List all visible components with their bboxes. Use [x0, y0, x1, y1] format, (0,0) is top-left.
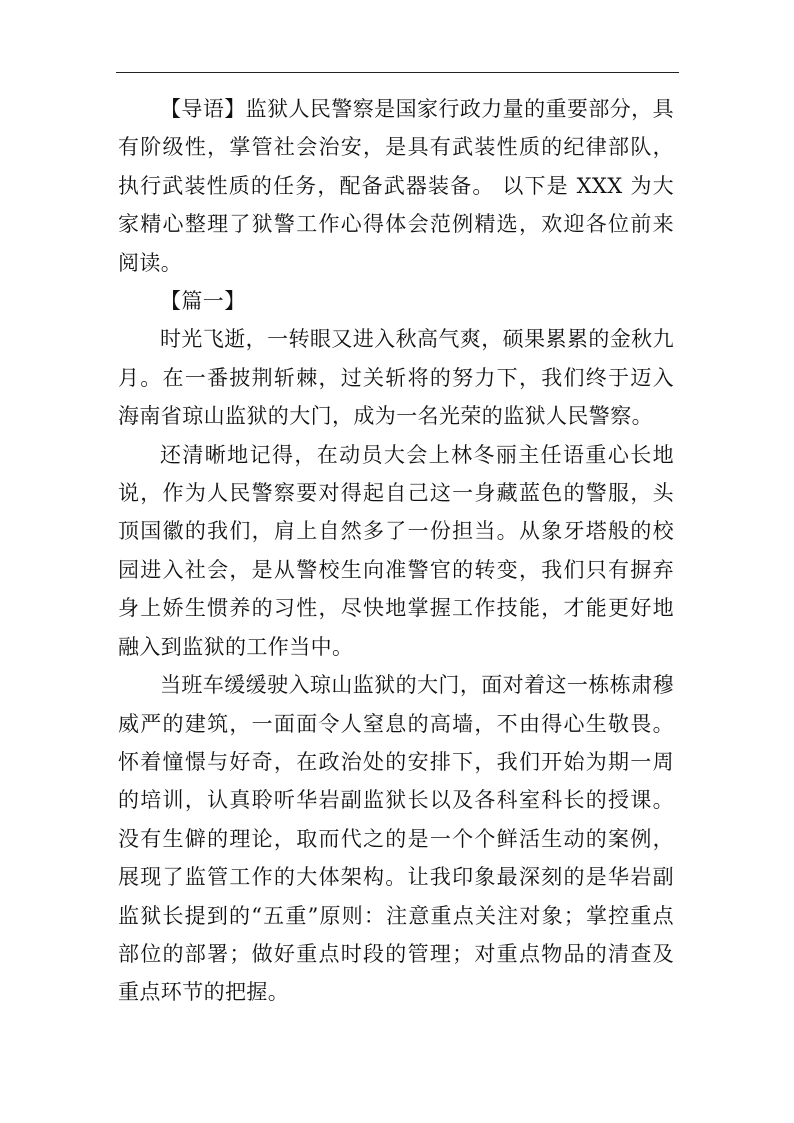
intro-paragraph: 【导语】监狱人民警察是国家行政力量的重要部分，具有阶级性，掌管社会治安，是具有武装性质的纪律部队，执行武装性质的任务，配备武器装备。 以下是 XXX 为大家精心整理了狱警工作心得体会范例精选，欢迎各位前来阅读。	[118, 97, 674, 275]
body-paragraph: 还清晰地记得，在动员大会上林冬丽主任语重心长地说，作为人民警察要对得起自己这一身藏蓝色的警服，头顶国徽的我们，肩上自然多了一份担当。从象牙塔般的校园进入社会，是从警校生向准警官的转变，我们只有摒弃身上娇生惯养的习性，尽快地掌握工作技能，才能更好地融入到监狱的工作当中。	[118, 442, 674, 659]
section-heading: 【篇一】	[160, 289, 246, 314]
document-body	[118, 90, 674, 1012]
body-paragraph: 当班车缓缓驶入琼山监狱的大门，面对着这一栋栋肃穆威严的建筑，一面面令人窒息的高墙，不由得心生敬畏。怀着憧憬与好奇，在政治处的安排下，我们开始为期一周的培训，认真聆听华岩副监狱长以及各科室科长的授课。没有生僻的理论，取而代之的是一个个鲜活生动的案例，展现了监管工作的大体架构。让我印象最深刻的是华岩副监狱长提到的“五重”原则：注意重点关注对象；掌控重点部位的部署；做好重点时段的管理；对重点物品的清查及重点环节的把握。	[118, 673, 674, 1005]
body-paragraph: 时光飞逝，一转眼又进入秋高气爽，硕果累累的金秋九月。在一番披荆斩棘，过关斩将的努力下，我们终于迈入海南省琼山监狱的大门，成为一名光荣的监狱人民警察。	[118, 327, 674, 429]
header-rule	[116, 72, 679, 73]
